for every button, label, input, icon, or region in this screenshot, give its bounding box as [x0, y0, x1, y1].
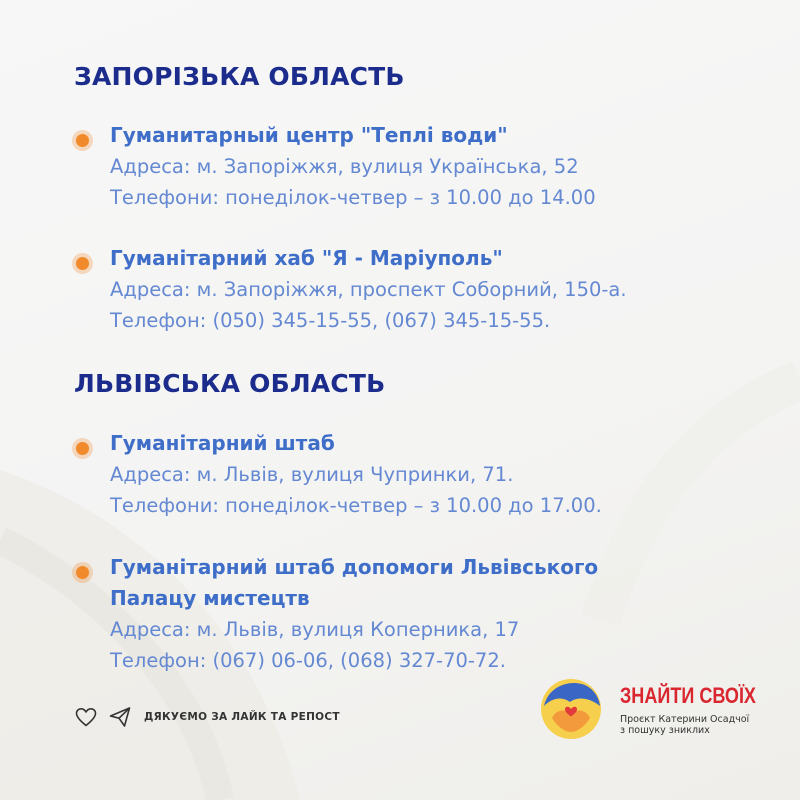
region-title-lviv: ЛЬВІВСЬКА ОБЛАСТЬ [74, 369, 386, 398]
list-item [110, 120, 750, 213]
brand-subtitle-2: з пошуку зниклих [620, 725, 710, 736]
entry-title-continued: Палацу мистецтв [110, 586, 310, 610]
brand-logo [538, 676, 604, 742]
entry-address: Адреса: м. Запоріжжя, проспект Соборний, 150-а. [110, 278, 627, 301]
entry-address: Адреса: м. Львів, вулиця Чупринки, 71. [110, 463, 514, 486]
list-item [110, 552, 750, 676]
entry-phone: Телефон: (067) 06-06, (068) 327-70-72. [110, 649, 506, 672]
entry-address: Адреса: м. Львів, вулиця Коперника, 17 [110, 618, 520, 641]
bullet-icon [76, 134, 89, 147]
entry-phone: Телефон: (050) 345-15-55, (067) 345-15-55. [110, 309, 551, 332]
list-item [110, 428, 750, 521]
bullet-icon [76, 442, 89, 455]
brand-name: ЗНАЙТИ СВОЇХ [620, 683, 756, 708]
brand-subtitle-1: Проєкт Катерини Осадчої [620, 714, 750, 725]
thanks-text: ДЯКУЄМО ЗА ЛАЙК ТА РЕПОСТ [144, 711, 340, 723]
list-item [110, 243, 750, 336]
heart-icon[interactable] [74, 705, 98, 729]
entry-title: Гуманітарний хаб "Я - Маріуполь" [110, 246, 503, 270]
bullet-icon [76, 257, 89, 270]
entry-title: Гуманитарный центр "Теплі води" [110, 123, 508, 147]
entry-phone: Телефони: понеділок-четвер – з 10.00 до 17.00. [110, 494, 602, 517]
entry-address: Адреса: м. Запоріжжя, вулиця Українська, 52 [110, 155, 579, 178]
entry-title: Гуманітарний штаб [110, 431, 335, 455]
footer [74, 704, 340, 730]
paper-plane-icon[interactable] [108, 705, 132, 729]
entry-title: Гуманітарний штаб допомоги Львівського [110, 555, 599, 579]
entry-phone: Телефони: понеділок-четвер – з 10.00 до 14.00 [110, 186, 596, 209]
bullet-icon [76, 566, 89, 579]
region-title-zaporizhzhia: ЗАПОРІЗЬКА ОБЛАСТЬ [74, 62, 405, 91]
brand-block [538, 676, 758, 746]
